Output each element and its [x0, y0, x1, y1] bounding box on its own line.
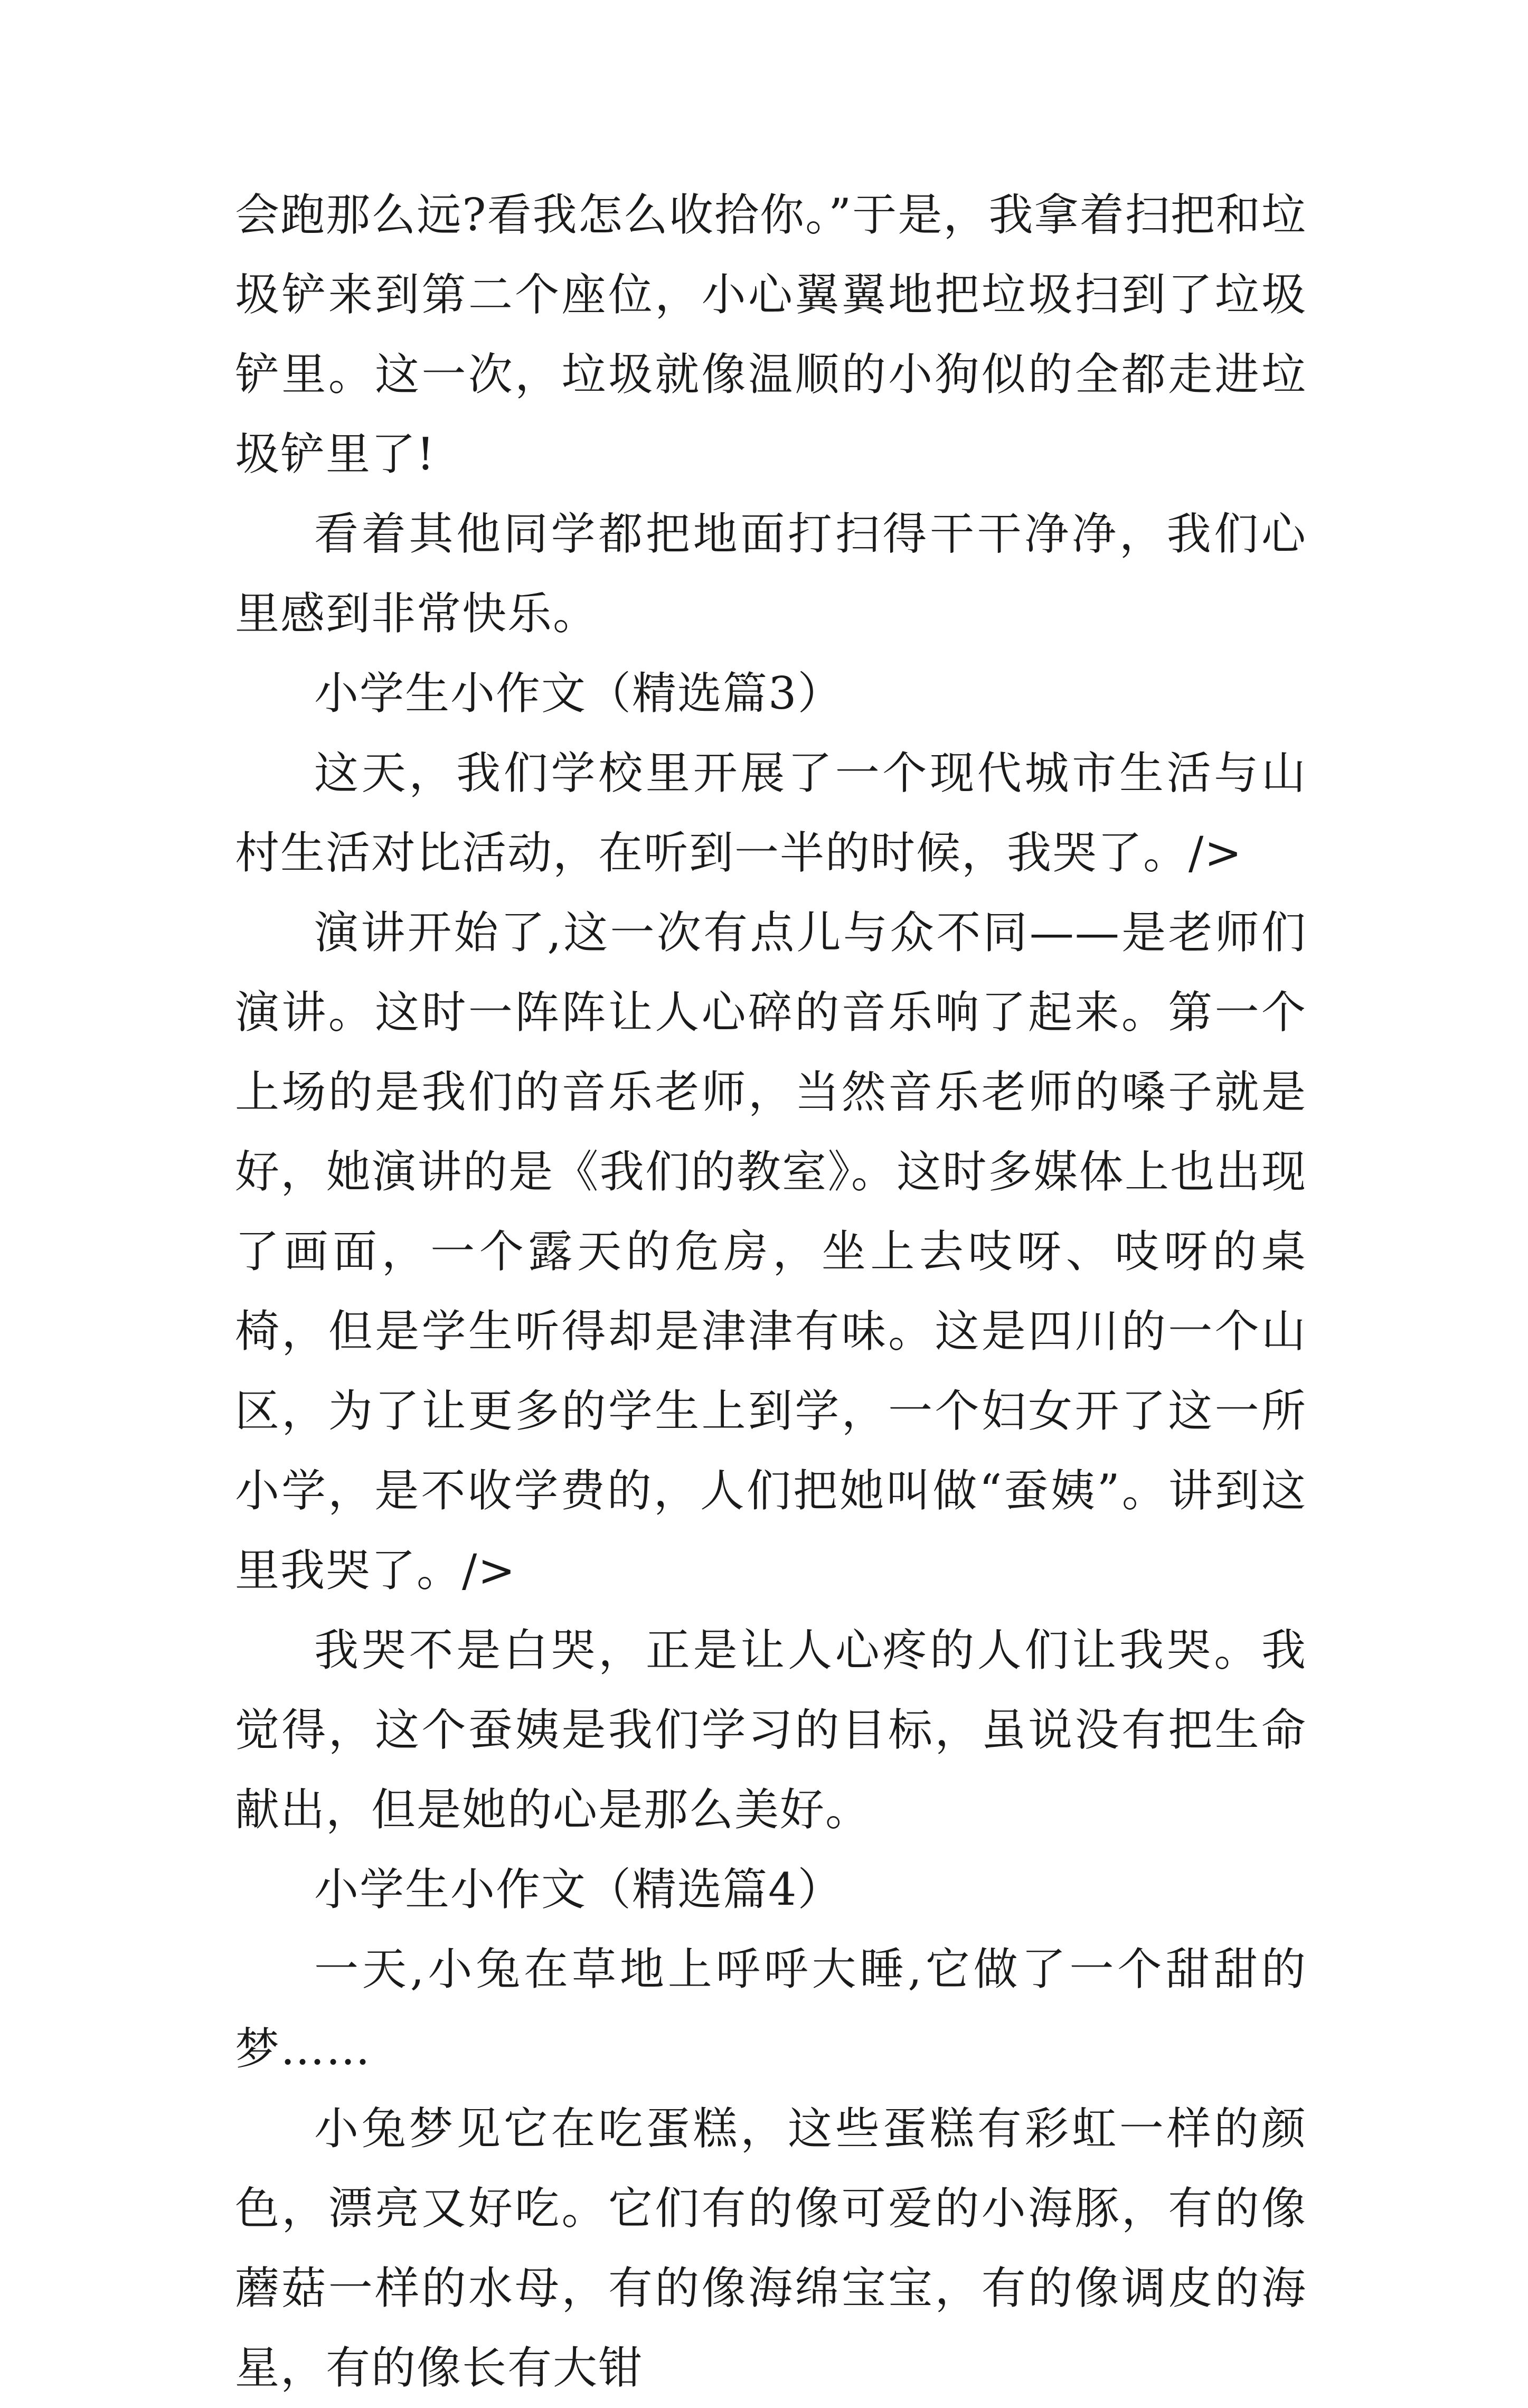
section-heading-essay-3: 小学生小作文（精选篇3）	[314, 667, 843, 719]
paragraph-cleaning-continued: 会跑那么远?看我怎么收拾你。”于是，我拿着扫把和垃圾铲来到第二个座位，小心翼翼地把垃圾扫到了垃圾铲里。这一次，垃圾就像温顺的小狗似的全都走进垃圾铲里了!	[235, 189, 1307, 480]
paragraph-cleaning-end: 看着其他同学都把地面打扫得干干净净，我们心里感到非常快乐。	[235, 508, 1307, 639]
paragraph-essay-3-conclusion: 我哭不是白哭，正是让人心疼的人们让我哭。我觉得，这个蚕姨是我们学习的目标，虽说没有把生命献出，但是她的心是那么美好。	[235, 1624, 1307, 1836]
section-heading-essay-4: 小学生小作文（精选篇4）	[314, 1864, 843, 1915]
paragraph-essay-3-speech: 演讲开始了,这一次有点儿与众不同——是老师们演讲。这时一阵阵让人心碎的音乐响了起来。第一个上场的是我们的音乐老师，当然音乐老师的嗓子就是好，她演讲的是《我们的教室》。这时多媒体上也出现了画面，一个露天的危房，坐上去吱呀、吱呀的桌椅，但是学生听得却是津津有味。这是四川的一个山区，为了让更多的学生上到学，一个妇女开了这一所小学，是不收学费的，人们把她叫做“蚕姨”。讲到这里我哭了。/>	[235, 907, 1307, 1596]
paragraph-essay-4-intro: 一天,小兔在草地上呼呼大睡,它做了一个甜甜的梦……	[235, 1943, 1307, 2075]
paragraph-essay-4-dream: 小兔梦见它在吃蛋糕，这些蛋糕有彩虹一样的颜色，漂亮又好吃。它们有的像可爱的小海豚，有的像蘑菇一样的水母，有的像海绵宝宝，有的像调皮的海星，有的像长有大钳	[235, 2103, 1307, 2394]
paragraph-essay-3-intro: 这天，我们学校里开展了一个现代城市生活与山村生活对比活动，在听到一半的时候，我哭了。/>	[235, 747, 1307, 879]
document-body	[235, 175, 1307, 2408]
